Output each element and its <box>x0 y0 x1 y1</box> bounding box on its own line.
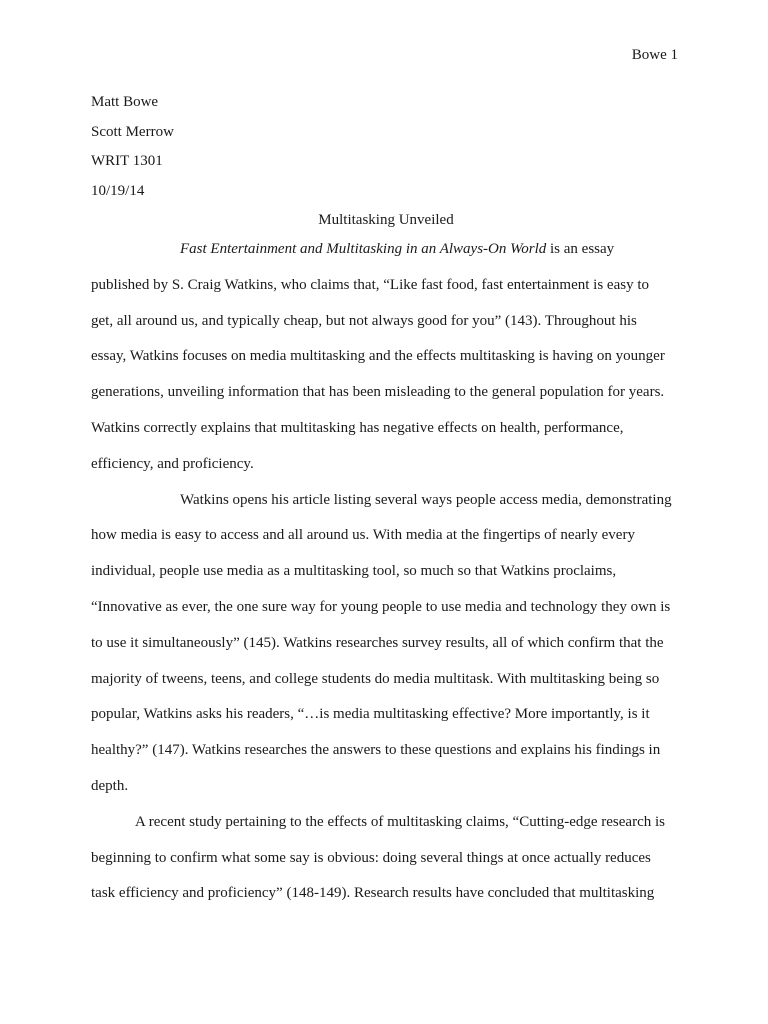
paragraph-3-line-1: A recent study pertaining to the effects of multitasking claims, “Cutting-edge research is <box>135 813 665 830</box>
course-name: WRIT 1301 <box>91 153 163 169</box>
essay-title: Multitasking Unveiled <box>318 212 454 228</box>
essay-body <box>91 238 681 918</box>
paragraph-2-line-3: individual, people use media as a multitasking tool, so much so that Watkins proclaims, <box>91 563 617 580</box>
paragraph-1-line-1 <box>91 238 681 274</box>
paragraph-1-line-7: efficiency, and proficiency. <box>91 455 254 472</box>
paragraph-2-line-8: healthy?” (147). Watkins researches the answers to these questions and explains his findings in <box>91 742 661 759</box>
paragraph-3-line-3: task efficiency and proficiency” (148-149). Research results have concluded that multitasking <box>91 885 655 902</box>
paragraph-1-line-4: essay, Watkins focuses on media multitasking and the effects multitasking is having on younger <box>91 348 665 365</box>
paragraph-3-line-2: beginning to confirm what some say is obvious: doing several things at once actually reduces <box>91 849 651 866</box>
essay-heading <box>91 92 681 210</box>
paragraph-2-line-7: popular, Watkins asks his readers, “…is media multitasking effective? More importantly, is it <box>91 706 650 723</box>
paragraph-1-line-6: Watkins correctly explains that multitasking has negative effects on health, performance, <box>91 419 624 436</box>
paragraph-2-line-6: majority of tweens, teens, and college students do media multitask. With multitasking being so <box>91 670 660 687</box>
instructor-name: Scott Merrow <box>91 123 174 140</box>
author-name: Matt Bowe <box>91 94 159 110</box>
essay-date: 10/19/14 <box>91 182 145 199</box>
line-text: is an essay <box>546 241 615 257</box>
paragraph-2-line-1: Watkins opens his article listing several ways people access media, demonstrating <box>180 491 672 508</box>
running-header: Bowe 1 <box>631 47 678 63</box>
paragraph-2-line-4: “Innovative as ever, the one sure way for young people to use media and technology they own is <box>91 598 671 615</box>
paragraph-2-line-2: how media is easy to access and all around us. With media at the fingertips of nearly every <box>91 527 635 544</box>
source-title: Fast Entertainment and Multitasking in an Always-On World <box>180 241 547 257</box>
paragraph-1-line-3: get, all around us, and typically cheap, but not always good for you” (143). Throughout his <box>91 312 637 329</box>
paragraph-1-line-2: published by S. Craig Watkins, who claims that, “Like fast food, fast entertainment is easy to <box>91 276 649 293</box>
paragraph-2-line-5: to use it simultaneously” (145). Watkins researches survey results, all of which confirm that the <box>91 634 664 651</box>
paragraph-1-line-5: generations, unveiling information that has been misleading to the general population for years. <box>91 384 665 401</box>
paragraph-2-line-9: depth. <box>91 777 129 794</box>
